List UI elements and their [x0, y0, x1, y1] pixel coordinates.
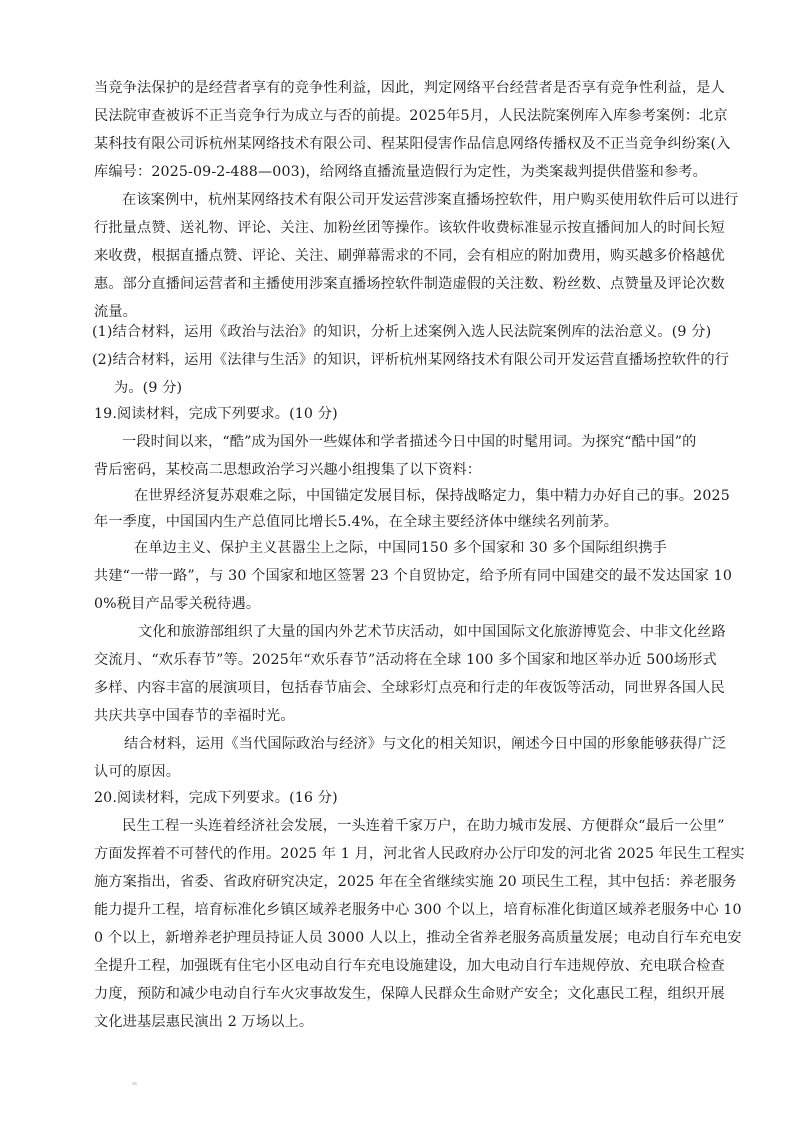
q18-case-line-4: 惠。部分直播间运营者和主播使用涉案直播场控软件制造虚假的关注数、粉丝数、点赞量及评论次数 — [94, 276, 725, 292]
q20-line-5: 0 个以上，新增养老护理员持证人员 3000 人以上，推动全省养老服务高质量发展；电动自行车充电安 — [94, 930, 742, 946]
q19-line-8: 文化和旅游部组织了大量的国内外艺术节庆活动，如中国国际文化旅游博览会、中非文化丝路 — [138, 624, 726, 640]
q20-line-4: 能力提升工程，培育标准化乡镇区域养老服务中心 300 个以上，培育标准化街道区域养老服务中心 10 — [94, 902, 742, 918]
q19-line-3: 在世界经济复苏艰难之际，中国锚定发展目标，保持战略定力，集中精力办好自己的事。2025 — [134, 488, 730, 504]
q20-line-3: 施方案指出，省委、省政府研究决定，2025 年在全省继续实施 20 项民生工程，其中包括：养老服务 — [94, 874, 737, 890]
q19-line-7: 0%税目产品零关税待遇。 — [94, 596, 261, 612]
q18-subquestion-2-line-1: (2)结合材料，运用《法律与生活》的知识，评析杭州某网络技术有限公司开发运营直播场控软件的行 — [92, 352, 730, 368]
q19-line-1: 一段时间以来，“酷”成为国外一些媒体和学者描述今日中国的时髦用词。为探究“酷中国”的 — [122, 434, 697, 450]
q18-subquestion-2-line-2: 为。(9 分) — [114, 380, 183, 396]
q19-line-12: 结合材料，运用《当代国际政治与经济》与文化的相关知识，阐述今日中国的形象能够获得广泛 — [124, 736, 727, 752]
q18-intro-line-1: 当竞争法保护的是经营者享有的竞争性利益，因此，判定网络平台经营者是否享有竞争性利益，是人 — [94, 80, 725, 96]
q20-line-2: 方面发挥着不可替代的作用。2025 年 1 月，河北省人民政府办公厅印发的河北省 2025 年民生工程实 — [94, 846, 745, 862]
q18-case-line-5: 流量。 — [94, 304, 138, 320]
q19-line-5: 在单边主义、保护主义甚嚣尘上之际，中国同150 多个国家和 30 多个国际组织携手 — [134, 540, 668, 556]
q20-line-6: 全提升工程，加强既有住宅小区电动自行车充电设施建设，加大电动自行车违规停放、充电联合检查 — [94, 958, 725, 974]
q18-intro-line-2: 民法院审查被诉不正当竞争行为成立与否的前提。2025年5月，人民法院案例库入库参考案例：北京 — [94, 108, 728, 124]
q19-line-4: 年一季度，中国国内生产总值同比增长5.4%，在全球主要经济体中继续名列前茅。 — [94, 514, 619, 530]
q18-case-line-1: 在该案例中，杭州某网络技术有限公司开发运营涉案直播场控软件，用户购买使用软件后可以进行 — [122, 192, 739, 208]
scan-speck — [132, 1082, 137, 1085]
q18-subquestion-1: (1)结合材料，运用《政治与法治》的知识，分析上述案例入选人民法院案例库的法治意义。(9 分) — [92, 324, 712, 340]
q18-case-line-3: 来收费，根据直播点赞、评论、关注、刷弹幕需求的不同，会有相应的附加费用，购买越多价格越优 — [94, 248, 725, 264]
q18-intro-line-3: 某科技有限公司诉杭州某网络技术有限公司、程某阳侵害作品信息网络传播权及不正当竞争纠纷案(入 — [94, 136, 731, 152]
q19-line-13: 认可的原因。 — [94, 764, 181, 780]
q20-line-8: 文化进基层惠民演出 2 万场以上。 — [94, 1014, 314, 1030]
q20-line-1: 民生工程一头连着经济社会发展，一头连着千家万户，在助力城市发展、方便群众“最后一公里” — [122, 818, 725, 834]
q20-heading: 20.阅读材料，完成下列要求。(16 分) — [94, 790, 338, 806]
q19-line-2: 背后密码，某校高二思想政治学习兴趣小组搜集了以下资料： — [94, 462, 482, 478]
q20-line-7: 力度，预防和减少电动自行车火灾事故发生，保障人民群众生命财产安全；文化惠民工程，组织开展 — [94, 986, 725, 1002]
q19-line-9: 交流月、“欢乐春节”等。2025年“欢乐春节”活动将在全球 100 多个国家和地区举办近 500场形式 — [94, 652, 717, 668]
q19-line-6: 共建“一带一路”，与 30 个国家和地区签署 23 个自贸协定，给予所有同中国建交的最不发达国家 10 — [94, 568, 732, 584]
q19-line-10: 多样、内容丰富的展演项目，包括春节庙会、全球彩灯点亮和行走的年夜饭等活动，同世界各国人民 — [94, 680, 725, 696]
q19-line-11: 共庆共享中国春节的幸福时光。 — [94, 708, 295, 724]
q19-heading: 19.阅读材料，完成下列要求。(10 分) — [94, 406, 338, 422]
q18-case-line-2: 行批量点赞、送礼物、评论、关注、加粉丝团等操作。该软件收费标准显示按直播间加人的时间长短 — [94, 220, 725, 236]
q18-intro-line-4: 库编号：2025-09-2-488—003)，给网络直播流量造假行为定性，为类案裁判提供借鉴和参考。 — [94, 164, 707, 180]
